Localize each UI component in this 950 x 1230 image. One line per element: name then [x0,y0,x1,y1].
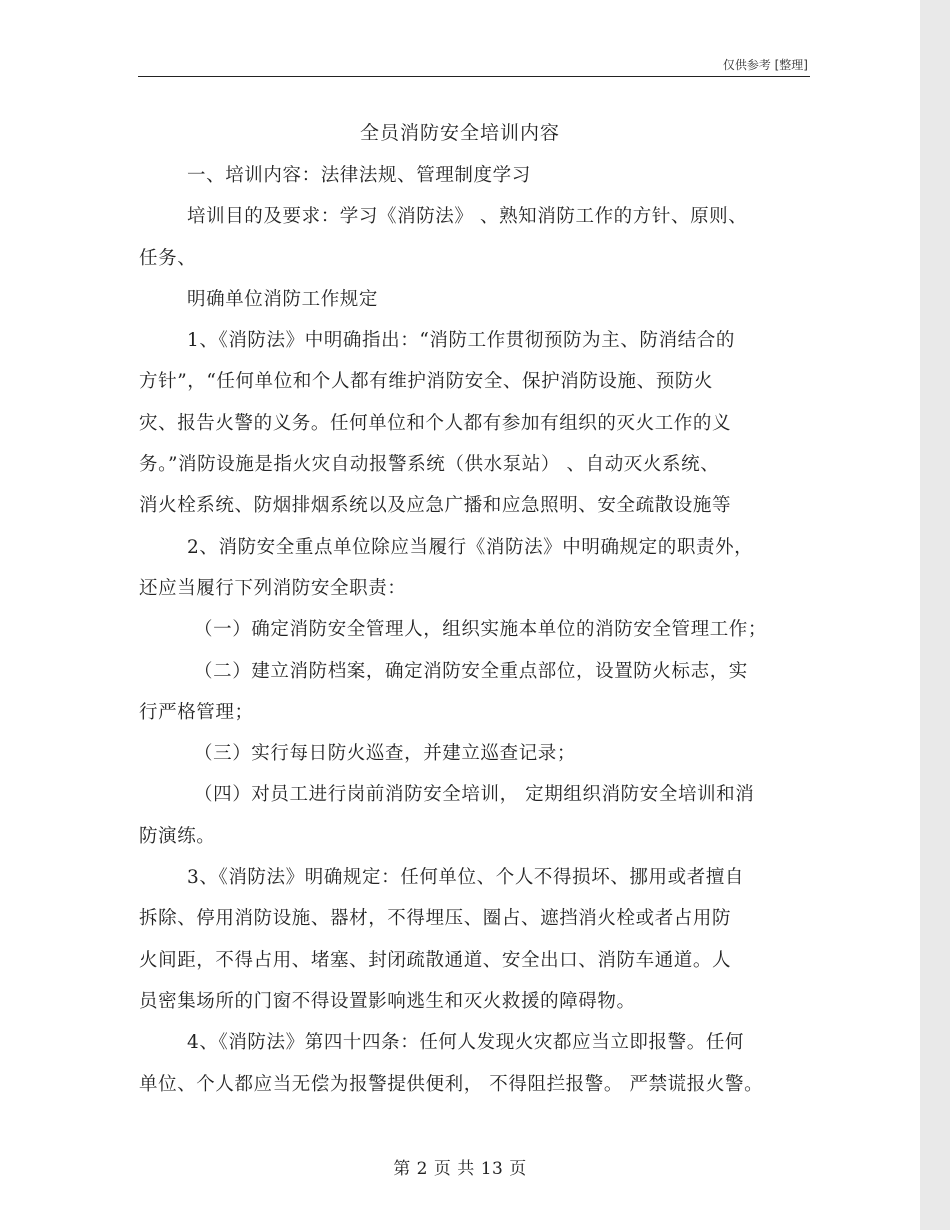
paragraph-line: 4、《消防法》第四十四条：任何人发现火灾都应当立即报警。任何 [187,1032,745,1054]
document-body [139,155,811,1105]
paragraph-line: 3、《消防法》明确规定：任何单位、个人不得损坏、挪用或者擅自 [187,867,745,889]
document-title: 全员消防安全培训内容 [359,122,560,144]
paragraph-line: 培训目的及要求：学习《消防法》 、熟知消防工作的方针、原则、 [187,206,748,228]
paragraph-line: 消火栓系统、防烟排烟系统以及应急广播和应急照明、安全疏散设施等 [139,495,732,517]
paragraph-line: 务。”消防设施是指火灾自动报警系统（供水泵站） 、自动灭火系统、 [139,454,720,476]
paragraph-line: 还应当履行下列消防安全职责： [139,577,407,599]
paragraph-line: 拆除、停用消防设施、器材，不得埋压、圈占、遮挡消火栓或者占用防 [139,908,732,930]
paragraph-line: 灾、报告火警的义务。任何单位和个人都有参加有组织的灭火工作的义 [139,412,732,434]
page-number: 第 2 页 共 13 页 [393,1159,527,1179]
list-item-line: （二）建立消防档案，确定消防安全重点部位，设置防火标志，实 [194,660,748,682]
section-heading: 一、培训内容：法律法规、管理制度学习 [187,165,531,186]
header-rule [138,76,810,77]
list-item-line: （三）实行每日防火巡查，并建立巡查记录； [194,743,577,765]
paragraph-line: 明确单位消防工作规定 [187,288,379,310]
paragraph-line: 2、消防安全重点单位除应当履行《消防法》中明确规定的职责外， [187,536,754,558]
paragraph-line: 员密集场所的门窗不得设置影响逃生和灭火救援的障碍物。 [139,990,636,1012]
list-item-line: 防演练。 [139,825,216,847]
list-item-line: 行严格管理； [139,701,254,723]
paragraph-line: 任务、 [139,247,197,269]
paragraph-line: 1、《消防法》中明确指出：“消防工作贯彻预防为主、防消结合的 [187,330,735,352]
header-note: 仅供参考 [整理] [722,58,808,72]
list-item-line: （四）对员工进行岗前消防安全培训， 定期组织消防安全培训和消 [194,784,755,806]
paragraph-line: 方针”，“任何单位和个人都有维护消防安全、保护消防设施、预防火 [139,371,714,393]
paragraph-line: 单位、个人都应当无偿为报警提供便利， 不得阻拦报警。 严禁谎报火警。 [139,1073,764,1095]
paragraph-line: 火间距，不得占用、堵塞、封闭疏散通道、安全出口、消防车通道。人 [139,949,732,971]
list-item-line: （一）确定消防安全管理人，组织实施本单位的消防安全管理工作； [194,619,768,641]
